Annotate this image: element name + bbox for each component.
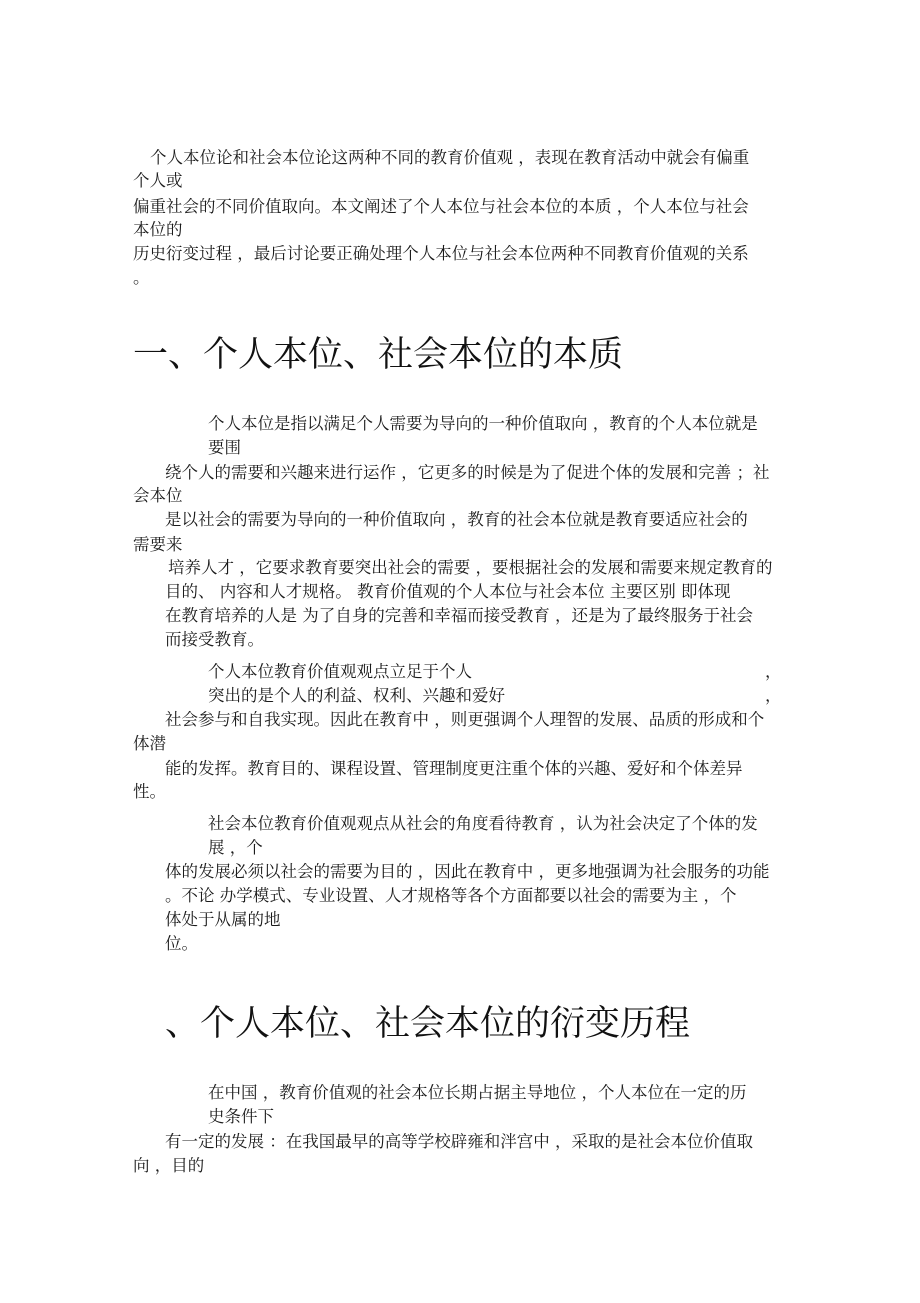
- intro-line: 历史衍变过程 ，最后讨论要正确处理个人本位与社会本位两种不同教育价值观的关系: [133, 244, 749, 263]
- intro-line: 本位的: [133, 220, 183, 239]
- paragraph-line: 体处于从属的地: [165, 910, 281, 929]
- paragraph-line: 要围: [208, 438, 241, 457]
- paragraph-line: 体潜: [133, 734, 166, 753]
- paragraph-line: 社会参与和自我实现。因此在教育中 ，则更强调个人理智的发展、品质的形成和个: [165, 710, 765, 729]
- paragraph-line: 位。: [165, 934, 198, 953]
- paragraph-line: 是以社会的需要为导向的一种价值取向 ，教育的社会本位就是教育要适应社会的: [165, 510, 748, 529]
- paragraph-line: 能的发挥。教育目的、课程设置、管理制度更注重个体的兴趣、爱好和个体差异: [165, 759, 743, 778]
- paragraph-line: 社会本位教育价值观观点从社会的角度看待教育 ，认为社会决定了个体的发: [208, 814, 758, 833]
- paragraph-line: 突出的是个人的利益、权利、兴趣和爱好: [208, 686, 505, 705]
- intro-line: 偏重社会的不同价值取向。本文阐述了个人本位与社会本位的本质 ，个人本位与社会: [133, 197, 749, 216]
- paragraph-line: ，: [765, 686, 782, 705]
- paragraph-line: 培养人才 ，它要求教育要突出社会的需要 ，要根据社会的发展和需要来规定教育的: [168, 558, 773, 577]
- paragraph-line: 体的发展必须以社会的需要为目的 ，因此在教育中 ，更多地强调为社会服务的功能: [165, 862, 770, 881]
- paragraph-line: 绕个人的需要和兴趣来进行运作 ，它更多的时候是为了促进个体的发展和完善 ；社: [165, 463, 770, 482]
- paragraph-line: 展 ，个: [208, 838, 263, 857]
- intro-line: 。: [133, 268, 150, 287]
- paragraph-line: 个人本位教育价值观观点立足于个人: [208, 662, 472, 681]
- paragraph-line: 在教育培养的人是 为了自身的完善和幸福而接受教育 ，还是为了最终服务于社会: [165, 606, 753, 625]
- paragraph-line: 需要来: [133, 535, 183, 554]
- paragraph-line: 在中国 ，教育价值观的社会本位长期占据主导地位 ，个人本位在一定的历: [208, 1083, 747, 1102]
- paragraph-line: 而接受教育。: [165, 630, 264, 649]
- paragraph-line: 会本位: [133, 486, 183, 505]
- paragraph-line: 史条件下: [208, 1107, 274, 1126]
- intro-line: 个人或: [133, 171, 183, 190]
- paragraph-line: 性。: [133, 782, 166, 801]
- paragraph-line: ，: [765, 662, 782, 681]
- paragraph-line: 个人本位是指以满足个人需要为导向的一种价值取向 ，教育的个人本位就是: [208, 414, 758, 433]
- paragraph-line: 向 ，目的: [133, 1156, 205, 1175]
- paragraph-line: 目的、 内容和人才规格。 教育价值观的个人本位与社会本位 主要区别 即体现: [165, 582, 731, 601]
- paragraph-line: 。不论 办学模式、专业设置、人才规格等各个方面都要以社会的需要为主 ，个: [165, 886, 737, 905]
- intro-line: 个人本位论和社会本位论这两种不同的教育价值观 ，表现在教育活动中就会有偏重: [150, 148, 750, 167]
- section-heading-1: 一、个人本位、社会本位的本质: [133, 335, 624, 375]
- section-heading-2: 、个人本位、社会本位的衍变历程: [165, 1004, 691, 1044]
- paragraph-line: 有一定的发展 ：在我国最早的高等学校辟雍和泮宫中 ，采取的是社会本位价值取: [165, 1132, 753, 1151]
